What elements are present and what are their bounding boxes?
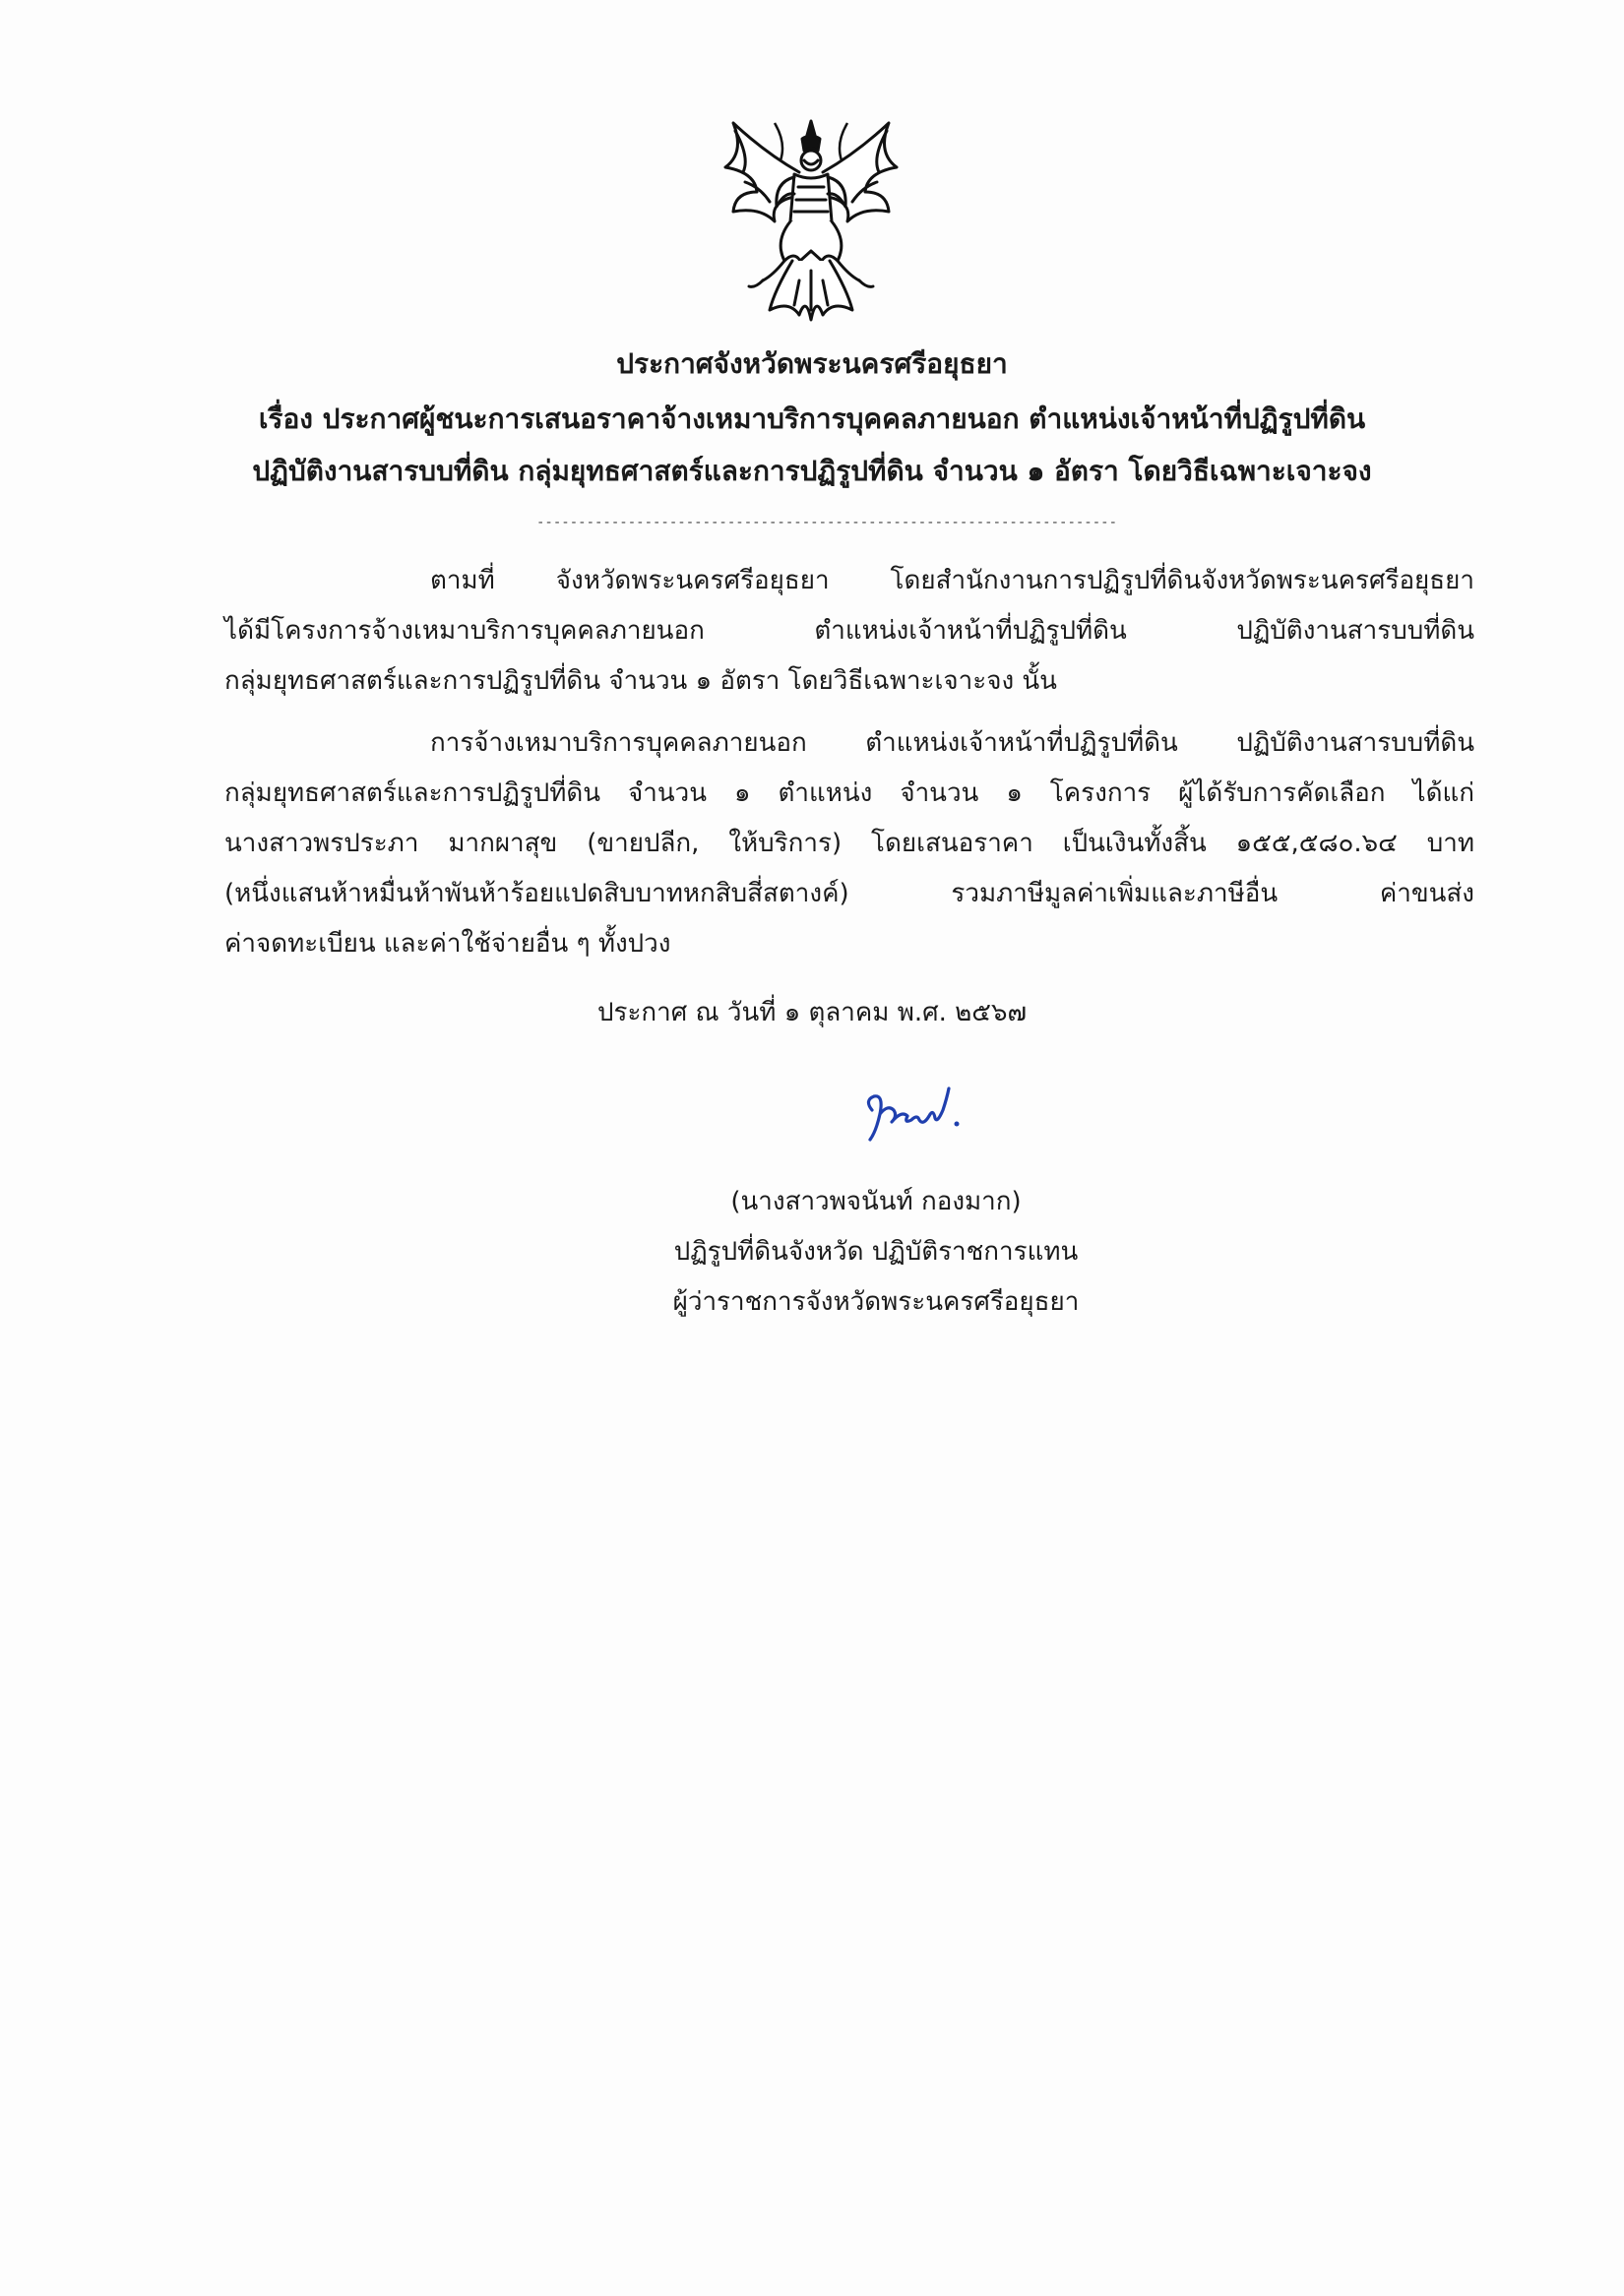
signer-position-line-1: ปฏิรูปที่ดินจังหวัด ปฏิบัติราชการแทน [673, 1237, 1079, 1267]
announce-date: ประกาศ ณ วันที่ ๑ ตุลาคม พ.ศ. ๒๕๖๗ [597, 998, 1027, 1027]
signer-name: (นางสาวพจนันท์ กองมาก) [730, 1187, 1022, 1216]
handwritten-signature-icon [854, 1081, 972, 1149]
subject-line-2: ปฏิบัติงานสารบบที่ดิน กลุ่มยุทธศาสตร์และการปฏิรูปที่ดิน จำนวน ๑ อัตรา โดยวิธีเฉพาะเจาะจง [252, 455, 1372, 487]
paragraph-2-line-1: การจ้างเหมาบริการบุคคลภายนอก ตำแหน่งเจ้าหน้าที่ปฏิรูปที่ดิน ปฏิบัติงานสารบบที่ดิน [430, 728, 1474, 758]
document-title: ประกาศจังหวัดพระนครศรีอยุธยา [616, 347, 1008, 380]
paragraph-1-line-2: ได้มีโครงการจ้างเหมาบริการบุคคลภายนอก ตำแหน่งเจ้าหน้าที่ปฏิรูปที่ดิน ปฏิบัติงานสารบบที่ดิน [224, 616, 1474, 646]
paragraph-2-line-3: นางสาวพรประภา มากผาสุข (ขายปลีก, ให้บริการ) โดยเสนอราคา เป็นเงินทั้งสิ้น ๑๕๕,๕๘๐.๖๔ บาท [224, 829, 1474, 858]
paragraph-1-line-3: กลุ่มยุทธศาสตร์และการปฏิรูปที่ดิน จำนวน ๑ อัตรา โดยวิธีเฉพาะเจาะจง นั้น [224, 666, 1057, 696]
signer-position-line-2: ผู้ว่าราชการจังหวัดพระนครศรีอยุธยา [672, 1287, 1080, 1317]
paragraph-2-line-5: ค่าจดทะเบียน และค่าใช้จ่ายอื่น ๆ ทั้งปวง [224, 929, 671, 959]
paragraph-2-line-4: (หนึ่งแสนห้าหมื่นห้าพันห้าร้อยแปดสิบบาทหกสิบสี่สตางค์) รวมภาษีมูลค่าเพิ่มและภาษีอื่น ค่าขนส่ง [224, 879, 1474, 908]
garuda-emblem-icon [716, 113, 906, 325]
paragraph-1-line-1: ตามที่ จังหวัดพระนครศรีอยุธยา โดยสำนักงานการปฏิรูปที่ดินจังหวัดพระนครศรีอยุธยา [430, 566, 1474, 595]
title-separator: ---------------------------------------------------------------------- [536, 515, 1118, 530]
paragraph-2-line-2: กลุ่มยุทธศาสตร์และการปฏิรูปที่ดิน จำนวน ๑ ตำแหน่ง จำนวน ๑ โครงการ ผู้ได้รับการคัดเลือก ได้แก่ [224, 778, 1474, 808]
subject-line-1: เรื่อง ประกาศผู้ชนะการเสนอราคาจ้างเหมาบริการบุคคลภายนอก ตำแหน่งเจ้าหน้าที่ปฏิรูปที่ดิน [258, 403, 1366, 435]
